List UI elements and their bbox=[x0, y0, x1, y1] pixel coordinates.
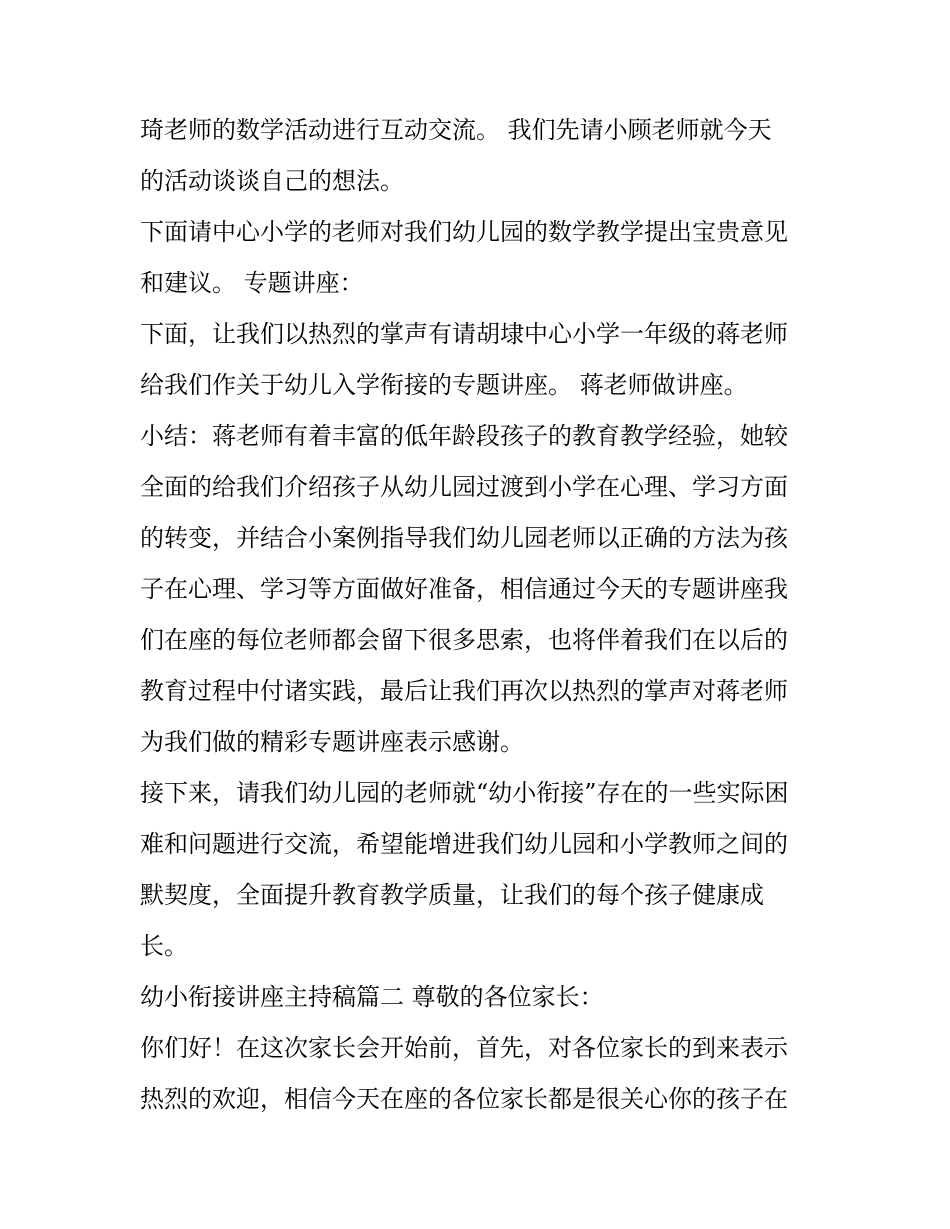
document-body bbox=[140, 105, 820, 1125]
text-line: 下面请中心小学的老师对我们幼儿园的数学教学提出宝贵意见 bbox=[140, 218, 788, 246]
text-line: 教育过程中付诸实践，最后让我们再次以热烈的掌声对蒋老师 bbox=[140, 677, 788, 705]
text-line: 琦老师的数学活动进行互动交流。 我们先请小顾老师就今天 bbox=[140, 116, 772, 144]
text-line: 给我们作关于幼儿入学衔接的专题讲座。 蒋老师做讲座。 bbox=[140, 371, 748, 399]
text-line: 你们好！在这次家长会开始前，首先，对各位家长的到来表示 bbox=[140, 1034, 788, 1062]
text-line: 的转变，并结合小案例指导我们幼儿园老师以正确的方法为孩 bbox=[140, 524, 788, 552]
text-line: 们在座的每位老师都会留下很多思索，也将伴着我们在以后的 bbox=[140, 626, 788, 654]
text-line: 难和问题进行交流，希望能增进我们幼儿园和小学教师之间的 bbox=[140, 830, 788, 858]
text-line: 默契度，全面提升教育教学质量，让我们的每个孩子健康成 bbox=[140, 881, 764, 909]
text-line: 接下来，请我们幼儿园的老师就“幼小衔接”存在的一些实际困 bbox=[140, 779, 789, 807]
text-line: 为我们做的精彩专题讲座表示感谢。 bbox=[140, 728, 524, 756]
text-line: 长。 bbox=[140, 932, 188, 960]
text-line: 幼小衔接讲座主持稿篇二 尊敬的各位家长： bbox=[140, 983, 604, 1011]
text-line: 的活动谈谈自己的想法。 bbox=[140, 167, 404, 195]
text-line: 全面的给我们介绍孩子从幼儿园过渡到小学在心理、学习方面 bbox=[140, 473, 788, 501]
text-line: 下面，让我们以热烈的掌声有请胡埭中心小学一年级的蒋老师 bbox=[140, 320, 788, 348]
text-line: 子在心理、学习等方面做好准备，相信通过今天的专题讲座我 bbox=[140, 575, 788, 603]
text-line: 和建议。 专题讲座： bbox=[140, 269, 364, 297]
text-line: 热烈的欢迎，相信今天在座的各位家长都是很关心你的孩子在 bbox=[140, 1085, 788, 1113]
text-line: 小结：蒋老师有着丰富的低年龄段孩子的教育教学经验，她较 bbox=[140, 422, 788, 450]
